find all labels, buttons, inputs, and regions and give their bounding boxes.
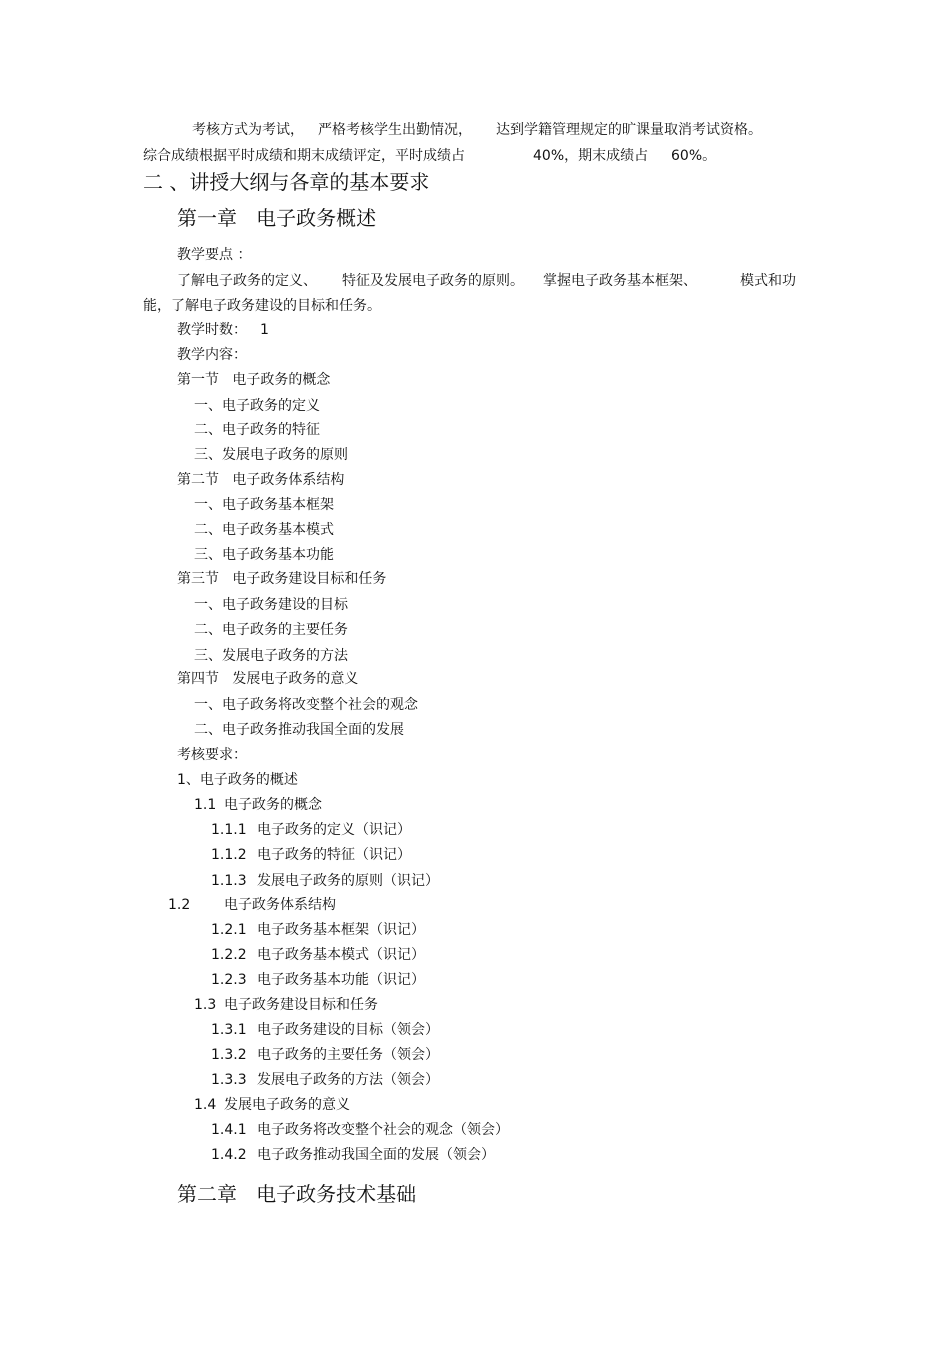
section-item: 三、发展电子政务的方法 bbox=[194, 648, 348, 664]
section-item: 一、电子政务的定义 bbox=[194, 398, 320, 414]
key-points-text: 了解电子政务的定义、 bbox=[177, 273, 317, 289]
section-item: 三、发展电子政务的原则 bbox=[194, 447, 348, 463]
exam-item-text: 电子政务的主要任务（领会） bbox=[257, 1047, 439, 1063]
exam-item-number: 1.1.1 bbox=[211, 822, 247, 838]
exam-subtopic-number: 1.4 bbox=[194, 1097, 217, 1113]
exam-subtopic-number: 1.2 bbox=[168, 897, 191, 913]
teaching-hours-value: 1 bbox=[260, 322, 269, 338]
section-item: 二、电子政务推动我国全面的发展 bbox=[194, 722, 404, 738]
exam-item-number: 1.2.3 bbox=[211, 972, 247, 988]
section-item: 一、电子政务基本框架 bbox=[194, 497, 334, 513]
key-points-text: 特征及发展电子政务的原则。 bbox=[342, 273, 524, 289]
exam-subtopic-title: 发展电子政务的意义 bbox=[224, 1097, 350, 1113]
exam-item-text: 电子政务的特征（识记） bbox=[257, 847, 411, 863]
exam-item-text: 发展电子政务的原则（识记） bbox=[257, 873, 439, 889]
key-points-label: 教学要点 ： bbox=[177, 247, 252, 263]
exam-item-text: 电子政务基本框架（识记） bbox=[257, 922, 425, 938]
grading-text: 综合成绩根据平时成绩和期末成绩评定，平时成绩占 bbox=[143, 148, 465, 164]
grading-text: 40%，期末成绩占 bbox=[533, 148, 649, 164]
exam-item-number: 1.1.2 bbox=[211, 847, 247, 863]
grading-text: 60%。 bbox=[671, 148, 717, 164]
exam-item-number: 1.3.1 bbox=[211, 1022, 247, 1038]
exam-subtopic-title: 电子政务建设目标和任务 bbox=[224, 997, 378, 1013]
section-item: 一、电子政务将改变整个社会的观念 bbox=[194, 697, 418, 713]
section-item: 一、电子政务建设的目标 bbox=[194, 597, 348, 613]
key-points-text: 模式和功 bbox=[740, 273, 796, 289]
exam-item-number: 1.4.1 bbox=[211, 1122, 247, 1138]
teaching-hours-label: 教学时数： bbox=[177, 322, 247, 338]
exam-item-number: 1.3.3 bbox=[211, 1072, 247, 1088]
teaching-content-label: 教学内容： bbox=[177, 347, 247, 363]
section-item: 二、电子政务的特征 bbox=[194, 422, 320, 438]
exam-topic: 1、电子政务的概述 bbox=[177, 772, 298, 788]
exam-subtopic-title: 电子政务体系结构 bbox=[224, 897, 336, 913]
exam-subtopic-number: 1.1 bbox=[194, 797, 217, 813]
key-points-text: 掌握电子政务基本框架、 bbox=[543, 273, 697, 289]
exam-item-text: 电子政务基本功能（识记） bbox=[257, 972, 425, 988]
exam-item-number: 1.4.2 bbox=[211, 1147, 247, 1163]
exam-item-text: 电子政务建设的目标（领会） bbox=[257, 1022, 439, 1038]
exam-item-text: 电子政务将改变整个社会的观念（领会） bbox=[257, 1122, 509, 1138]
section-title: 二 、讲授大纲与各章的基本要求 bbox=[143, 170, 430, 194]
exam-subtopic-title: 电子政务的概念 bbox=[224, 797, 322, 813]
exam-item-number: 1.3.2 bbox=[211, 1047, 247, 1063]
key-points-text: 能，了解电子政务建设的目标和任务。 bbox=[143, 298, 381, 314]
chapter-title: 第二章 电子政务技术基础 bbox=[177, 1182, 417, 1206]
exam-item-number: 1.2.1 bbox=[211, 922, 247, 938]
section-heading: 第三节 电子政务建设目标和任务 bbox=[177, 571, 387, 587]
section-heading: 第二节 电子政务体系结构 bbox=[177, 472, 345, 488]
section-heading: 第一节 电子政务的概念 bbox=[177, 372, 331, 388]
exam-item-text: 发展电子政务的方法（领会） bbox=[257, 1072, 439, 1088]
exam-requirements-label: 考核要求： bbox=[177, 747, 247, 763]
exam-item-number: 1.2.2 bbox=[211, 947, 247, 963]
assessment-text: 严格考核学生出勤情况， bbox=[318, 122, 472, 138]
section-item: 三、电子政务基本功能 bbox=[194, 547, 334, 563]
section-heading: 第四节 发展电子政务的意义 bbox=[177, 671, 359, 687]
exam-item-text: 电子政务推动我国全面的发展（领会） bbox=[257, 1147, 495, 1163]
exam-item-text: 电子政务的定义（识记） bbox=[257, 822, 411, 838]
chapter-title: 第一章 电子政务概述 bbox=[177, 206, 377, 230]
exam-item-number: 1.1.3 bbox=[211, 873, 247, 889]
assessment-text: 考核方式为考试， bbox=[192, 122, 304, 138]
section-item: 二、电子政务基本模式 bbox=[194, 522, 334, 538]
assessment-text: 达到学籍管理规定的旷课量取消考试资格。 bbox=[496, 122, 762, 138]
section-item: 二、电子政务的主要任务 bbox=[194, 622, 348, 638]
exam-subtopic-number: 1.3 bbox=[194, 997, 217, 1013]
exam-item-text: 电子政务基本模式（识记） bbox=[257, 947, 425, 963]
